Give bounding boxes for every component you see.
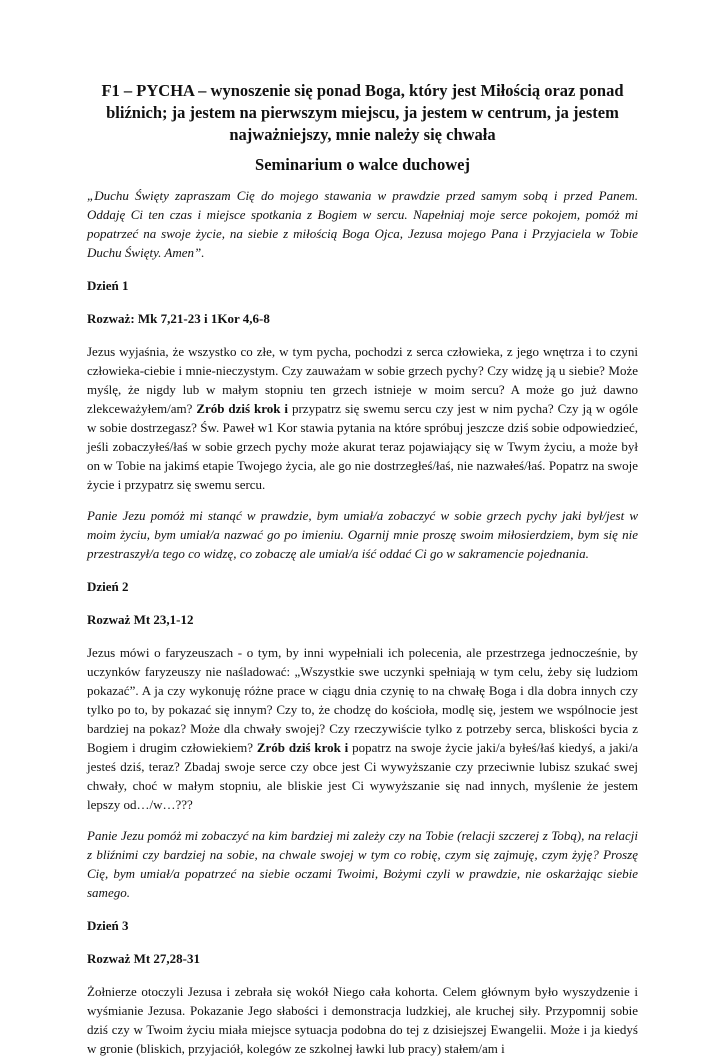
day-3-text xyxy=(87,982,638,1058)
day-2-text-before: Jezus mówi o faryzeuszach - o tym, by inni wypełniali ich polecenia, ale przestrzega jednocześnie, by uczynków faryzeuszy nie naśladować: „Wszystkie swe uczynki spełniają w tym celu, żeby się ludziom pokazać”. A ja czy wykonuję różne prace w ciągu dnia czynię to na chwałę Boga i dla dobra innych czy tylko po to, by pokazać się innym? Czy to, że chodzę do kościoła, modlę się, jestem we wspólnocie jest bardziej na pokaz? Może dla chwały swojej? Czy rzeczywiście tylko z potrzeby serca, bliskości bycia z Bogiem i drugim człowiekiem? xyxy=(87,645,638,755)
day-1-highlight: Zrób dziś krok i xyxy=(196,401,289,416)
day-1-text xyxy=(87,342,638,494)
day-2-prayer: Panie Jezu pomóż mi zobaczyć na kim bardziej mi zależy czy na Tobie (relacji szczerej z Tobą), na relacji z bliźnimi czy bardziej na sobie, na chwale swojej w tym co robię, czym się zajmuję, czym żyję? Proszę Cię, bym umiał/a popatrzeć na siebie oczami Twoimi, Bożymi czyli w prawdzie, nie oskarżając siebie samego. xyxy=(87,828,638,900)
day-2-text-after: popatrz na swoje życie jaki/a byłeś/łaś kiedyś, a jaki/a jesteś dziś, teraz? Zbadaj swoje serce czy obce jest Ci wywyższanie czy przeciwnie lubisz szukać swej chwały, choć w małym stopniu, ale bliskie jest Ci wywyższanie się nad innych, myślenie że jestem lepszy od…/w…??? xyxy=(87,740,638,812)
document-subtitle: Seminarium o walce duchowej xyxy=(255,155,470,174)
day-1-text-after: przypatrz się swemu sercu czy jest w nim pycha? Czy ją w ogóle w sobie dostrzegasz? Św. Paweł w1 Kor stawia pytania na które spróbuj jeszcze dziś sobie odpowiedzieć, jeśli zobaczyłeś/łaś w sobie grzech pychy może akurat teraz pojawiający się w Twym życiu, a może był on w Tobie na jakimś etapie Twojego życia, ale go nie dostrzegłeś/łaś, nie nazwałeś/łaś. Popatrz na swoje życie i przypatrz się swemu sercu. xyxy=(87,401,638,492)
day-1-text-before: Jezus wyjaśnia, że wszystko co złe, w tym pycha, pochodzi z serca człowieka, z jego wnętrza i to czyni człowieka-ciebie i mnie-nieczystym. Czy zauważam w sobie grzech pychy? Czy widzę ją u siebie? Może myślę, że nigdy lub w małym stopniu ten grzech istnieje w moim sercu? A może go już dawno zlekceważyłem/am? xyxy=(87,344,638,416)
day-3-title: Dzień 3 xyxy=(87,918,129,933)
document-title: F1 – PYCHA – wynoszenie się ponad Boga, który jest Miłością oraz ponad bliźnich; ja jestem na pierwszym miejscu, ja jestem w centrum, ja jestem najważniejszy, mnie należy się chwała xyxy=(101,81,624,144)
day-1-prayer: Panie Jezu pomóż mi stanąć w prawdzie, bym umiał/a zobaczyć w sobie grzech pychy jaki był/jest w moim życiu, bym umiał/a nazwać go po imieniu. Ogarnij mnie proszę swoim miłosierdziem, bym się nie przestraszył/a tego co widzę, co zobaczę ale umiał/a iść oddać Ci go w sakramencie pojednania. xyxy=(87,508,638,561)
day-2-highlight: Zrób dziś krok i xyxy=(256,740,349,755)
day-1-reading: Rozważ: Mk 7,21-23 i 1Kor 4,6-8 xyxy=(87,311,270,326)
day-3-reading: Rozważ Mt 27,28-31 xyxy=(87,951,200,966)
day-2-text xyxy=(87,643,638,814)
day-2-title: Dzień 2 xyxy=(87,579,129,594)
day-1-title: Dzień 1 xyxy=(87,278,129,293)
opening-prayer: „Duchu Święty zapraszam Cię do mojego stawania w prawdzie przed samym sobą i przed Panem. Oddaję Ci ten czas i miejsce spotkania z Bogiem w sercu. Napełniaj moje serce pokojem, pomóż mi popatrzeć na swoje życie, na siebie z miłością Boga Ojca, Jezusa mojego Pana i Przyjaciela w Tobie Duchu Święty. Amen”. xyxy=(87,188,638,260)
day-3-text-before: Żołnierze otoczyli Jezusa i zebrała się wokół Niego cała kohorta. Celem głównym było wyszydzenie i wyśmianie Jezusa. Pokazanie Jego słabości i demonstracja ludzkiej, ale kruchej siły. Przypomnij sobie dziś czy w Twoim życiu miała miejsce sytuacja podobna do tej z dzisiejszej Ewangelii. Może i ja kiedyś w gronie (bliskich, przyjaciół, kolegów ze szkolnej ławki lub pracy) stałem/am i xyxy=(87,984,638,1056)
day-2-reading: Rozważ Mt 23,1-12 xyxy=(87,612,194,627)
